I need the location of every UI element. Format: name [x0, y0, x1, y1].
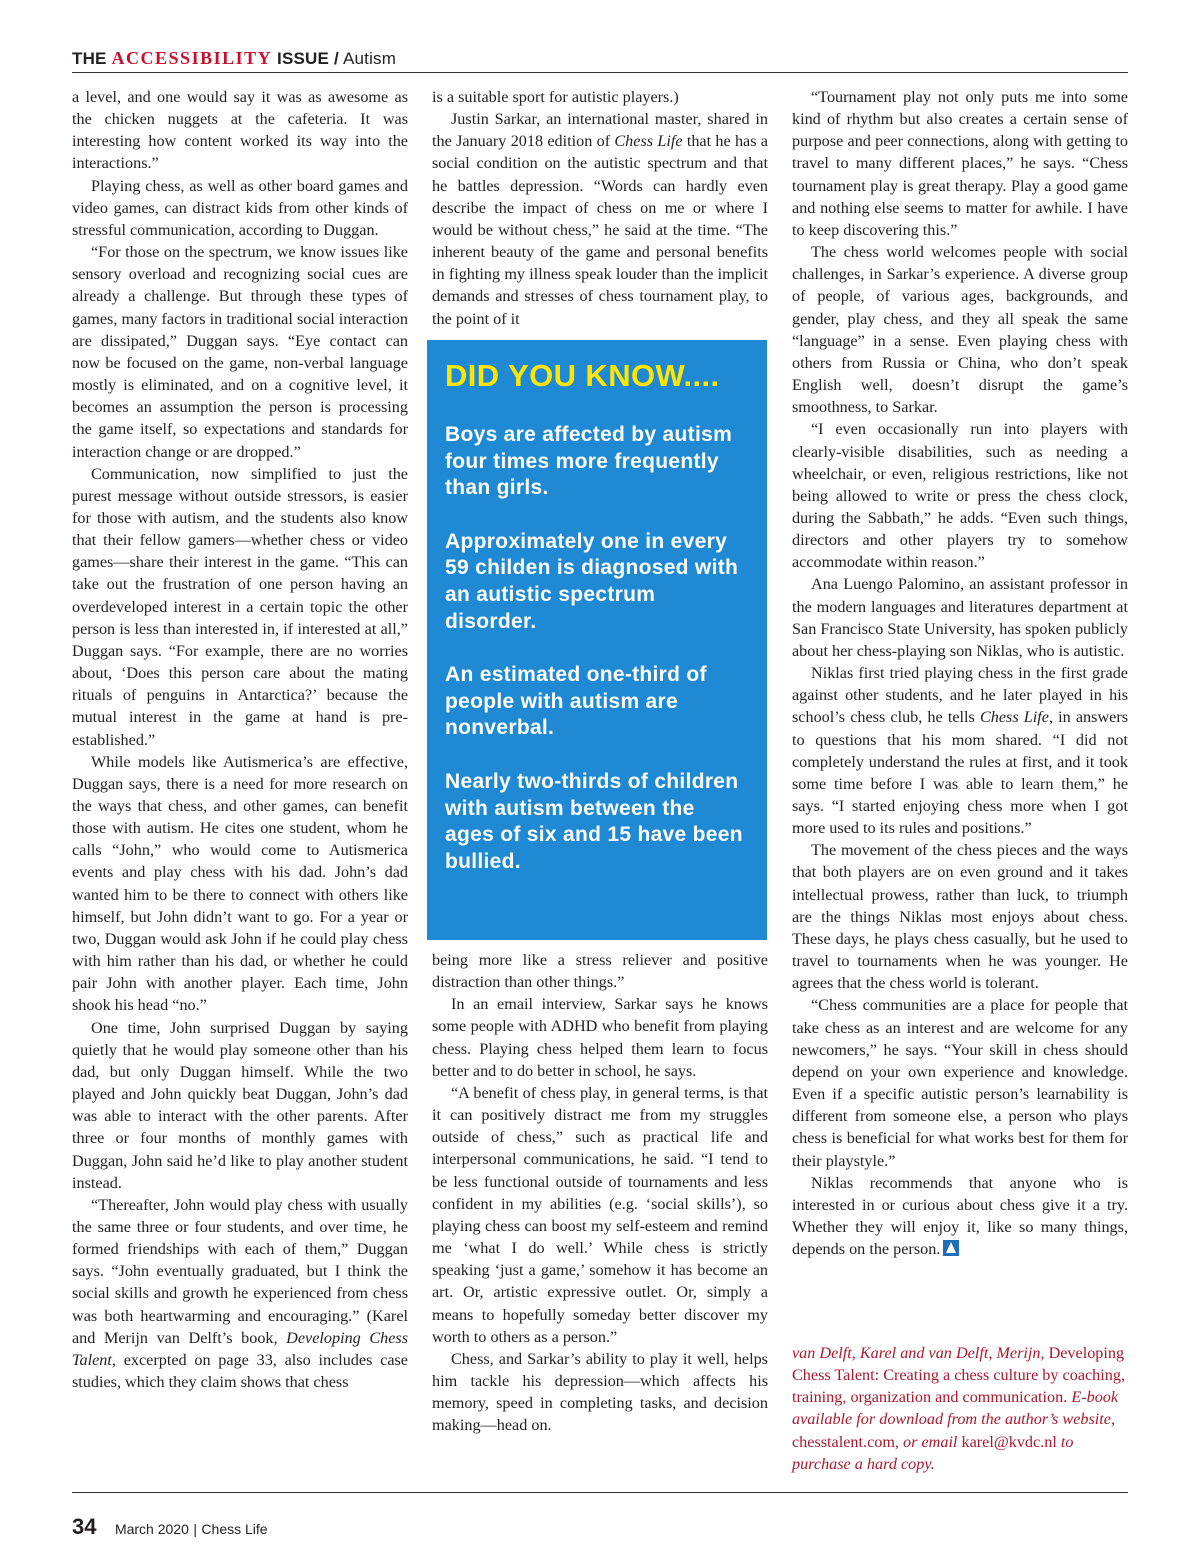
magazine-title: Chess Life: [979, 708, 1049, 727]
paragraph: While models like Autismerica’s are effective, Duggan says, there is a need for more research on the ways that chess, and other games, can benefit those with autism. He cites one student, whom he calls “John,” who would come to Autismerica events and play chess with his dad. John’s dad wanted him to be there to connect with others like himself, but John didn’t want to go. For a year or two, Duggan would ask John if he could play chess with him rather than his dad, or whether he could pair John with another player. Each time, John shook his head “no.”: [72, 752, 408, 1015]
paragraph: The chess world welcomes people with social challenges, in Sarkar’s experience. A diverse group of people, of various ages, backgrounds, and gender, play chess, and they all speak the same “language” in a sense. Even playing chess with others from Russia or China, who don’t speak English well, doesn’t disrupt the game’s smoothness, to Sarkar.: [792, 243, 1128, 417]
text-run: “Thereafter, John would play chess with usually the same three or four students, and over time, he formed friendships with each of them,” Duggan says. “John eventually graduated, but I think the social skills and growth he experienced from chess was both heartwarming and encouraging.” (Karel and Merijn van Delft’s book,: [72, 1195, 408, 1347]
paragraph: Playing chess, as well as other board games and video games, can distract kids from other kinds of stressful communication, according to Duggan.: [72, 176, 408, 239]
callout-title: DID YOU KNOW....: [445, 358, 720, 393]
header-rule: [72, 72, 1128, 73]
paragraph: a level, and one would say it was as awesome as the chicken nuggets at the cafeteria. It was interesting how content worked its way into the interactions.”: [72, 88, 408, 173]
paragraph: [72, 1194, 408, 1393]
book-title: Developing Chess Talent: [72, 1328, 408, 1369]
paragraph: Communication, now simplified to just the purest message without outside stressors, is easier for those with autism, and the students also know that their fellow gamers—whether chess or video games—share their interest in the game. “This can take out the frustration of one person having an overdeveloped interest in a certain topic the other person is less than interested in, if interested at all,” Duggan says. “For example, there are no worries about, ‘Does this person care about the mating rituals of penguins in Antarctica?’ because the mutual interest in the game at hand is pre-established.”: [72, 464, 408, 749]
column-2-continued: [432, 949, 768, 1436]
paragraph: In an email interview, Sarkar says he knows some people with ADHD who benefit from playing chess. Playing chess helped them learn to focus better and to do better in school, he says.: [432, 995, 768, 1080]
page-number: 34: [72, 1514, 97, 1539]
header-accessibility: ACCESSIBILITY: [111, 48, 273, 68]
credit-book: Developing Chess Talent: Creating a chess culture by coaching, training, organization and communication.: [792, 1344, 1126, 1407]
column-1: [72, 86, 408, 1393]
magazine-title: Chess Life: [614, 132, 683, 151]
credit-or-email: or email: [903, 1432, 958, 1451]
text-run: Niklas recommends that anyone who is interested in or curious about chess give it a try. Whether they will enjoy it, like so many things, depends on the person.: [792, 1173, 1128, 1259]
paragraph: [792, 662, 1128, 839]
column-2: [432, 86, 768, 330]
paragraph: Chess, and Sarkar’s ability to play it well, helps him tackle his depression—which affects his memory, speed in completing tasks, and decision making—head on.: [432, 1349, 768, 1435]
credit-authors: van Delft, Karel and van Delft, Merijn,: [792, 1344, 1045, 1362]
text-run: , in answers to questions that his mom shared. “I did not completely understand the rules at first, and it took some time before I was able to learn them,” he says. “I started enjoying chess more when I got more used to its rules and positions.”: [792, 708, 1129, 838]
end-mark-icon: [943, 1240, 959, 1256]
header-issue: ISSUE: [277, 49, 330, 68]
magazine-name: Chess Life: [201, 1521, 268, 1537]
credit-purchase: to purchase a hard copy.: [792, 1432, 1074, 1473]
text-run: Justin Sarkar, an international master, shared in the January 2018 edition of: [432, 110, 768, 151]
callout-fact: Nearly two-thirds of children with autism between the ages of six and 15 have been bullied.: [445, 769, 743, 873]
header-the: THE: [72, 49, 107, 68]
callout-fact: Approximately one in every 59 childen is diagnosed with an autistic spectrum disorder.: [445, 529, 739, 633]
text-run: that he has a social condition on the autistic spectrum and that he battles depression. “Words can hardly even describe the impact of chess on me or where I would be without chess,” he said at the time. “The inherent beauty of the game and personal benefits in fighting my illness speak louder than the implicit demands and stresses of chess tournament play, to the point of it: [432, 132, 768, 328]
paragraph: One time, John surprised Duggan by saying quietly that he would play someone other than his dad, but only Duggan himself. While the two played and John quickly beat Duggan, John’s dad was able to interact with the other parents. After three or four months of monthly games with Duggan, John said he’d like to play another student instead.: [72, 1018, 408, 1192]
paragraph: [792, 1172, 1128, 1261]
callout-fact: Boys are affected by autism four times more frequently than girls.: [445, 423, 733, 500]
credit-ebook: E-book available for download from the author’s website,: [792, 1388, 1119, 1429]
paragraph: The movement of the chess pieces and the ways that both players are on even ground and it takes intellectual prowess, rather than luck, to triumph are the things Niklas most enjoys about chess. These days, he plays chess casually, but he used to travel to tournaments when he was younger. He agrees that the chess world is tolerant.: [792, 841, 1128, 993]
paragraph: “Tournament play not only puts me into some kind of rhythm but also creates a certain sense of purpose and peer connections, along with getting to travel to many different places,” he says. “Chess tournament play is great therapy. Play a good game and nothing else seems to matter for awhile. I have to keep discovering this.”: [792, 88, 1128, 239]
paragraph: Ana Luengo Palomino, an assistant professor in the modern languages and literatures department at San Francisco State University, has spoken publicly about her chess-playing son Niklas, who is autistic.: [792, 575, 1128, 660]
column-3: [792, 86, 1128, 1260]
issue-date: March 2020: [114, 1521, 189, 1537]
footer-rule: [72, 1492, 1128, 1493]
paragraph: is a suitable sport for autistic players.): [432, 88, 679, 106]
callout-fact: An estimated one-third of people with autism are nonverbal.: [445, 663, 707, 740]
text-run: Niklas first tried playing chess in the first grade against other students, and he later played in his school’s chess club, he tells: [792, 664, 1128, 727]
credit-site[interactable]: chesstalent.com,: [792, 1432, 899, 1451]
paragraph: being more like a stress reliever and positive distraction than other things.”: [432, 951, 768, 992]
header-slash: /: [334, 49, 339, 68]
running-header: [72, 48, 1128, 69]
paragraph: “I even occasionally run into players with clearly-visible disabilities, such as needing a wheelchair, or even, religious restrictions, like not being allowed to write or press the chess clock, during the Sabbath,” he adds. “Even such things, directors and other players try to somehow accommodate within reason.”: [792, 420, 1128, 572]
page-footer: [72, 1514, 268, 1540]
paragraph: “Chess communities are a place for people that take chess as an interest and are welcome for any newcomers,” he says. “Your skill in chess should depend on your own experience and knowledge. Even if a specific autistic person’s learnability is different from someone else, a person who plays chess is beneficial for what works best for them for their playstyle.”: [792, 996, 1128, 1170]
header-section: Autism: [342, 49, 397, 68]
book-credit: [792, 1342, 1132, 1475]
footer-separator: |: [193, 1521, 197, 1537]
credit-email[interactable]: karel@kvdc.nl: [961, 1432, 1057, 1451]
paragraph: [432, 108, 768, 330]
text-run: , excerpted on page 33, also includes case studies, which they claim shows that chess: [72, 1350, 408, 1392]
paragraph: “A benefit of chess play, in general terms, is that it can positively distract me from my struggles outside of chess,” such as practical life and interpersonal communications, he said. “I tend to be less functional outside of tournaments and less confident in my abilities (e.g. ‘social skills’), so playing chess can boost my self-esteem and remind me ‘what I do well.’ While chess is strictly speaking ‘just a game,’ somehow it has become an art. Or, artistic expressive outlet. Or, simply a means to hopefully someday better discover my worth to others as a person.”: [432, 1083, 768, 1346]
paragraph: “For those on the spectrum, we know issues like sensory overload and recognizing social cues are already a challenge. But through these types of games, many factors in traditional social interaction are dissipated,” Duggan says. “Eye contact can now be focused on the game, non-verbal language mostly is eliminated, and on a cognitive level, it becomes an assumption the person is processing the game itself, so expectations and standards for interaction change or are dropped.”: [72, 243, 408, 461]
did-you-know-callout: [427, 340, 767, 940]
